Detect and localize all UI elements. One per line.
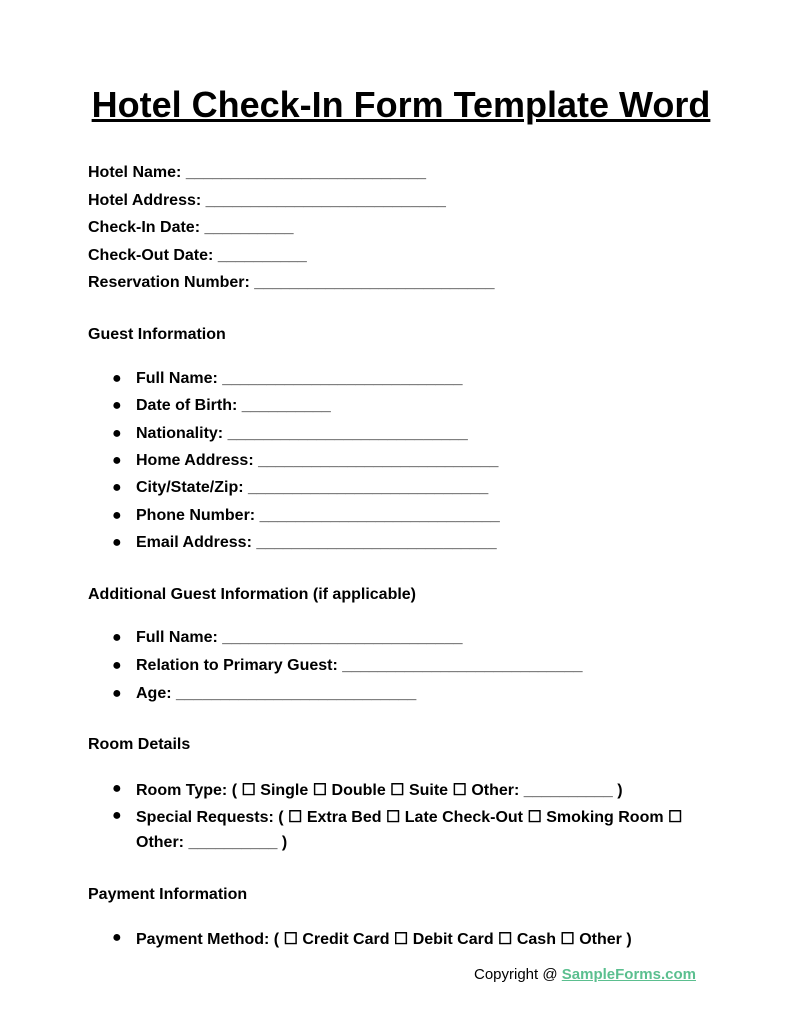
- page-title: Hotel Check-In Form Template Word: [91, 84, 711, 125]
- bullet: ●: [112, 629, 122, 646]
- additional-guest-heading: Additional Guest Information (if applicable): [88, 586, 417, 603]
- bullet: ●: [112, 479, 122, 496]
- guest-city-state-zip-field[interactable]: City/State/Zip: ___________________________: [136, 479, 489, 496]
- field-blank[interactable]: __________: [217, 247, 307, 264]
- field-label: Reservation Number:: [88, 274, 250, 291]
- bullet: ●: [112, 397, 122, 414]
- hotel-name-field: [88, 164, 426, 182]
- guest-date-of-birth-field[interactable]: Date of Birth: __________: [136, 397, 331, 414]
- bullet: ●: [112, 507, 122, 524]
- field-label: Check-In Date:: [88, 219, 201, 236]
- field-blank[interactable]: ___________________________: [185, 164, 427, 181]
- special-requests-other-field[interactable]: Other: __________ ): [136, 834, 288, 851]
- bullet: ●: [112, 929, 122, 946]
- guest-email-address-field[interactable]: Email Address: ___________________________: [136, 534, 497, 551]
- field-blank[interactable]: ___________________________: [205, 192, 446, 209]
- bullet: ●: [112, 452, 122, 469]
- bullet: ●: [112, 780, 122, 797]
- field-label: Hotel Name:: [88, 164, 182, 181]
- copyright-text: Copyright @: [474, 966, 562, 983]
- check-in-date-field: [88, 219, 293, 237]
- bullet: ●: [112, 534, 122, 551]
- additional-age-field[interactable]: Age: ___________________________: [136, 685, 417, 702]
- hotel-address-field: [88, 192, 446, 210]
- field-blank[interactable]: __________: [204, 219, 294, 236]
- field-blank[interactable]: ___________________________: [254, 274, 495, 291]
- bullet: ●: [112, 685, 122, 702]
- reservation-number-field: [88, 274, 495, 292]
- guest-phone-number-field[interactable]: Phone Number: ___________________________: [136, 507, 500, 524]
- guest-home-address-field[interactable]: Home Address: ___________________________: [136, 452, 499, 469]
- guest-nationality-field[interactable]: Nationality: ___________________________: [136, 425, 468, 442]
- bullet: ●: [112, 807, 122, 824]
- room-details-heading: Room Details: [88, 736, 191, 753]
- check-out-date-field: [88, 247, 307, 265]
- guest-information-heading: Guest Information: [88, 326, 226, 343]
- payment-method-field[interactable]: Payment Method: ( ☐ Credit Card ☐ Debit Card ☐ Cash ☐ Other ): [136, 931, 632, 948]
- bullet: ●: [112, 425, 122, 442]
- field-label: Hotel Address:: [88, 192, 202, 209]
- relation-to-primary-guest-field[interactable]: Relation to Primary Guest: ___________________________: [136, 657, 583, 674]
- additional-full-name-field[interactable]: Full Name: ___________________________: [136, 629, 463, 646]
- bullet: ●: [112, 657, 122, 674]
- bullet: ●: [112, 370, 122, 387]
- field-label: Check-Out Date:: [88, 247, 214, 264]
- copyright-footer: [474, 966, 696, 983]
- special-requests-field[interactable]: Special Requests: ( ☐ Extra Bed ☐ Late Check-Out ☐ Smoking Room ☐: [136, 809, 683, 826]
- sampleforms-link[interactable]: SampleForms.com: [561, 966, 696, 983]
- room-type-field[interactable]: Room Type: ( ☐ Single ☐ Double ☐ Suite ☐ Other: __________ ): [136, 782, 623, 799]
- guest-full-name-field[interactable]: Full Name: ___________________________: [136, 370, 463, 387]
- payment-information-heading: Payment Information: [88, 886, 248, 903]
